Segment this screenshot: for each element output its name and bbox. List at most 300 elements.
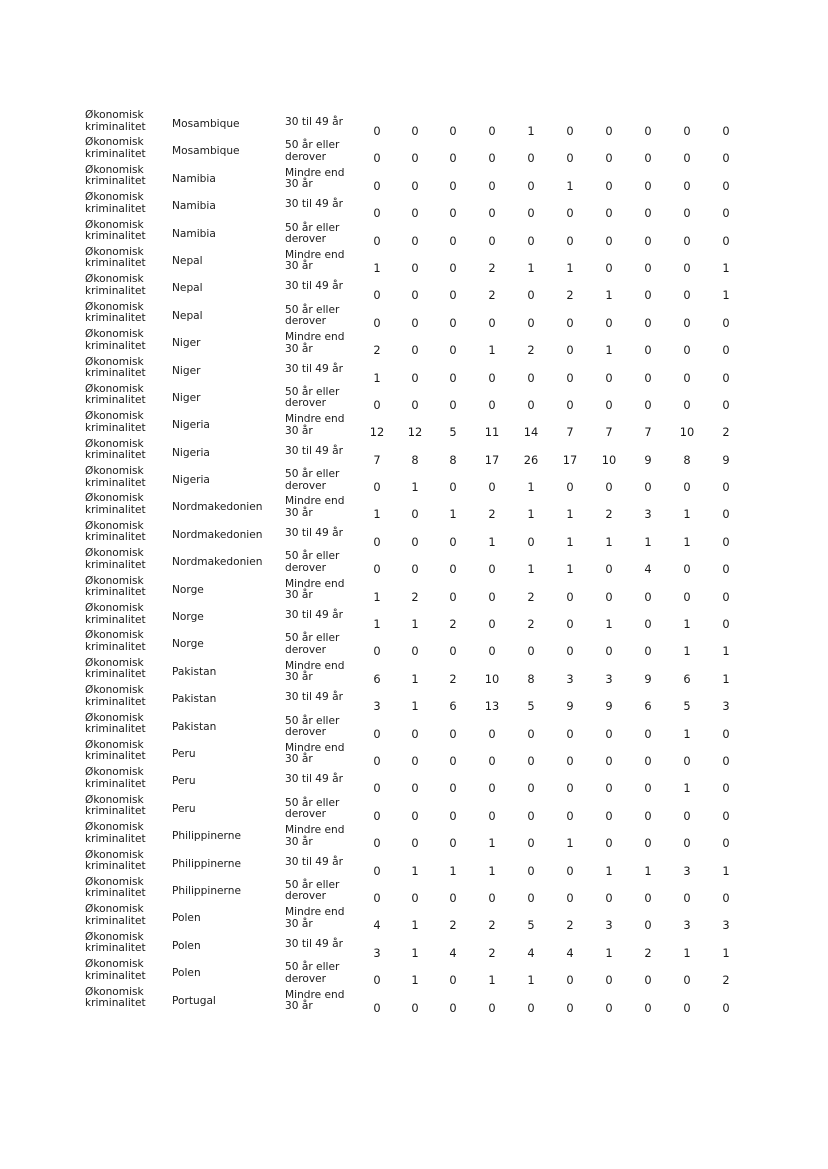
count-value-cell: 0 bbox=[449, 178, 457, 193]
count-value-cell: 0 bbox=[488, 890, 496, 905]
table-row bbox=[85, 658, 765, 685]
table-row bbox=[85, 357, 765, 384]
count-value-cell: 0 bbox=[605, 178, 613, 193]
age-group-text: derover bbox=[285, 972, 326, 985]
count-value-cell: 2 bbox=[373, 343, 381, 358]
count-value-cell: 0 bbox=[373, 124, 381, 138]
table-row bbox=[85, 767, 765, 794]
count-value-cell: 0 bbox=[373, 973, 381, 988]
table-row bbox=[85, 493, 765, 520]
crime-category-text: Økonomisk bbox=[85, 930, 144, 943]
country-cell: Polen bbox=[172, 912, 201, 925]
count-value-cell: 0 bbox=[449, 370, 457, 385]
age-group-text: Mindre end bbox=[285, 166, 345, 179]
count-value-cell: 0 bbox=[373, 781, 381, 796]
crime-category-cell bbox=[85, 658, 165, 681]
age-group-text: Mindre end bbox=[285, 988, 345, 1001]
count-value-cell: 2 bbox=[722, 973, 730, 988]
count-value-cell: 0 bbox=[411, 343, 419, 358]
count-value-cell: 0 bbox=[411, 178, 419, 193]
count-value-cell: 0 bbox=[411, 397, 419, 412]
crime-category-cell bbox=[85, 493, 165, 516]
count-value-cell: 1 bbox=[605, 534, 613, 549]
age-group-cell bbox=[285, 223, 365, 246]
count-value-cell: 0 bbox=[449, 206, 457, 221]
count-value-cell: 2 bbox=[488, 918, 496, 933]
count-value-cell: 1 bbox=[566, 836, 574, 851]
count-value-cell: 3 bbox=[722, 699, 730, 714]
count-value-cell: 0 bbox=[644, 781, 652, 796]
country-cell: Philippinerne bbox=[172, 884, 241, 897]
crime-category-text: Økonomisk bbox=[85, 382, 144, 395]
count-value-cell: 3 bbox=[373, 945, 381, 960]
age-group-text: 30 til 49 år bbox=[285, 526, 343, 539]
crime-category-text: Økonomisk bbox=[85, 985, 144, 998]
count-value-cell: 2 bbox=[488, 288, 496, 303]
count-value-cell: 10 bbox=[679, 425, 695, 440]
crime-category-text: kriminalitet bbox=[85, 147, 146, 160]
count-value-cell: 0 bbox=[411, 151, 419, 166]
count-value-cell: 3 bbox=[644, 507, 652, 522]
age-group-text: 30 til 49 år bbox=[285, 280, 343, 293]
count-value-cell: 0 bbox=[411, 808, 419, 823]
count-value-cell: 0 bbox=[411, 753, 419, 768]
count-value-cell: 0 bbox=[566, 617, 574, 632]
count-value-cell: 0 bbox=[449, 233, 457, 248]
crime-category-text: kriminalitet bbox=[85, 832, 146, 845]
count-value-cell: 0 bbox=[488, 124, 496, 138]
count-value-cell: 2 bbox=[488, 260, 496, 275]
crime-category-text: kriminalitet bbox=[85, 942, 146, 955]
age-group-text: derover bbox=[285, 233, 326, 246]
count-value-cell: 0 bbox=[373, 863, 381, 878]
country-cell: Nigeria bbox=[172, 419, 210, 432]
count-value-cell: 0 bbox=[373, 206, 381, 221]
count-value-cell: 1 bbox=[449, 863, 457, 878]
count-value-cell: 1 bbox=[644, 863, 652, 878]
crime-category-cell bbox=[85, 713, 165, 736]
crime-category-text: kriminalitet bbox=[85, 421, 146, 434]
age-group-text: 50 år eller bbox=[285, 385, 340, 398]
age-group-text: 30 år bbox=[285, 753, 313, 766]
count-value-cell: 0 bbox=[605, 644, 613, 659]
count-value-cell: 9 bbox=[605, 699, 613, 714]
count-value-cell: 12 bbox=[369, 425, 385, 440]
country-cell: Peru bbox=[172, 802, 196, 815]
count-value-cell: 0 bbox=[605, 397, 613, 412]
count-value-cell: 0 bbox=[411, 315, 419, 330]
crime-category-text: kriminalitet bbox=[85, 257, 146, 270]
country-cell: Nordmakedonien bbox=[172, 556, 263, 569]
count-value-cell: 0 bbox=[605, 973, 613, 988]
crime-category-cell bbox=[85, 685, 165, 708]
count-value-cell: 1 bbox=[527, 973, 535, 988]
count-value-cell: 2 bbox=[527, 617, 535, 632]
crime-category-text: Økonomisk bbox=[85, 875, 144, 888]
crime-category-text: kriminalitet bbox=[85, 230, 146, 243]
age-group-text: 50 år eller bbox=[285, 632, 340, 645]
age-group-cell bbox=[285, 857, 365, 869]
count-value-cell: 0 bbox=[488, 315, 496, 330]
crime-category-text: kriminalitet bbox=[85, 723, 146, 736]
count-value-cell: 0 bbox=[644, 589, 652, 604]
age-group-text: Mindre end bbox=[285, 495, 345, 508]
count-value-cell: 0 bbox=[683, 288, 691, 303]
count-value-cell: 0 bbox=[411, 562, 419, 577]
count-value-cell: 0 bbox=[449, 397, 457, 412]
count-value-cell: 0 bbox=[566, 1000, 574, 1015]
count-value-cell: 0 bbox=[605, 753, 613, 768]
crime-category-text: Økonomisk bbox=[85, 355, 144, 368]
count-value-cell: 0 bbox=[449, 644, 457, 659]
count-value-cell: 0 bbox=[683, 233, 691, 248]
count-value-cell: 0 bbox=[566, 644, 574, 659]
crime-category-text: Økonomisk bbox=[85, 711, 144, 724]
count-value-cell: 3 bbox=[605, 671, 613, 686]
age-group-cell bbox=[285, 281, 365, 293]
count-value-cell: 0 bbox=[449, 589, 457, 604]
count-value-cell: 0 bbox=[373, 151, 381, 166]
table-row bbox=[85, 165, 765, 192]
count-value-cell: 0 bbox=[449, 288, 457, 303]
table-row bbox=[85, 987, 765, 1014]
count-value-cell: 0 bbox=[373, 890, 381, 905]
count-value-cell: 2 bbox=[449, 918, 457, 933]
age-group-text: Mindre end bbox=[285, 413, 345, 426]
count-value-cell: 0 bbox=[527, 644, 535, 659]
crime-category-text: kriminalitet bbox=[85, 586, 146, 599]
count-value-cell: 0 bbox=[644, 644, 652, 659]
table-row bbox=[85, 603, 765, 630]
count-value-cell: 0 bbox=[683, 562, 691, 577]
count-value-cell: 0 bbox=[566, 589, 574, 604]
count-value-cell: 0 bbox=[527, 726, 535, 741]
age-group-cell bbox=[285, 692, 365, 704]
count-value-cell: 4 bbox=[373, 918, 381, 933]
count-value-cell: 0 bbox=[373, 397, 381, 412]
count-value-cell: 1 bbox=[605, 343, 613, 358]
age-group-cell bbox=[285, 990, 365, 1013]
count-value-cell: 0 bbox=[411, 507, 419, 522]
count-value-cell: 0 bbox=[566, 124, 574, 138]
table-row bbox=[85, 713, 765, 740]
table-row bbox=[85, 384, 765, 411]
age-group-cell bbox=[285, 633, 365, 656]
count-value-cell: 10 bbox=[484, 671, 500, 686]
crime-category-text: Økonomisk bbox=[85, 903, 144, 916]
count-value-cell: 1 bbox=[411, 699, 419, 714]
count-value-cell: 1 bbox=[683, 534, 691, 549]
age-group-cell bbox=[285, 496, 365, 519]
count-value-cell: 0 bbox=[411, 781, 419, 796]
count-value-cell: 0 bbox=[488, 151, 496, 166]
table-row bbox=[85, 850, 765, 877]
age-group-text: 30 til 49 år bbox=[285, 773, 343, 786]
count-value-cell: 8 bbox=[449, 452, 457, 467]
crime-category-cell bbox=[85, 877, 165, 900]
age-group-text: 50 år eller bbox=[285, 796, 340, 809]
country-cell: Pakistan bbox=[172, 720, 217, 733]
count-value-cell: 0 bbox=[411, 1000, 419, 1015]
country-cell: Peru bbox=[172, 775, 196, 788]
count-value-cell: 0 bbox=[566, 206, 574, 221]
count-value-cell: 0 bbox=[644, 288, 652, 303]
count-value-cell: 1 bbox=[527, 480, 535, 495]
count-value-cell: 2 bbox=[722, 425, 730, 440]
crime-category-text: kriminalitet bbox=[85, 284, 146, 297]
crime-category-text: kriminalitet bbox=[85, 312, 146, 325]
count-value-cell: 0 bbox=[605, 233, 613, 248]
count-value-cell: 0 bbox=[449, 315, 457, 330]
crime-category-text: Økonomisk bbox=[85, 109, 144, 121]
count-value-cell: 0 bbox=[449, 480, 457, 495]
age-group-cell bbox=[285, 446, 365, 458]
count-value-cell: 0 bbox=[488, 726, 496, 741]
age-group-text: Mindre end bbox=[285, 577, 345, 590]
count-value-cell: 1 bbox=[488, 343, 496, 358]
age-group-cell bbox=[285, 579, 365, 602]
count-value-cell: 0 bbox=[722, 370, 730, 385]
count-value-cell: 0 bbox=[566, 753, 574, 768]
country-cell: Mosambique bbox=[172, 118, 240, 130]
count-value-cell: 0 bbox=[722, 507, 730, 522]
crime-category-text: kriminalitet bbox=[85, 202, 146, 215]
crime-category-cell bbox=[85, 850, 165, 873]
crime-category-text: Økonomisk bbox=[85, 848, 144, 861]
crime-category-cell bbox=[85, 329, 165, 352]
count-value-cell: 0 bbox=[683, 808, 691, 823]
count-value-cell: 0 bbox=[644, 233, 652, 248]
count-value-cell: 5 bbox=[449, 425, 457, 440]
age-group-cell bbox=[285, 168, 365, 191]
table-row bbox=[85, 247, 765, 274]
age-group-text: 50 år eller bbox=[285, 303, 340, 316]
count-value-cell: 1 bbox=[373, 589, 381, 604]
count-value-cell: 0 bbox=[411, 233, 419, 248]
crime-category-text: Økonomisk bbox=[85, 547, 144, 560]
count-value-cell: 1 bbox=[566, 507, 574, 522]
count-value-cell: 0 bbox=[644, 836, 652, 851]
count-value-cell: 0 bbox=[527, 288, 535, 303]
country-cell: Nigeria bbox=[172, 474, 210, 487]
age-group-cell bbox=[285, 414, 365, 437]
count-value-cell: 0 bbox=[488, 206, 496, 221]
crime-category-text: Økonomisk bbox=[85, 958, 144, 971]
age-group-text: derover bbox=[285, 150, 326, 163]
crime-category-text: Økonomisk bbox=[85, 492, 144, 505]
crime-category-cell bbox=[85, 220, 165, 243]
count-value-cell: 0 bbox=[373, 562, 381, 577]
age-group-text: Mindre end bbox=[285, 741, 345, 754]
count-value-cell: 0 bbox=[411, 534, 419, 549]
table-row bbox=[85, 220, 765, 247]
table-row bbox=[85, 576, 765, 603]
count-value-cell: 7 bbox=[373, 452, 381, 467]
age-group-text: 30 til 49 år bbox=[285, 691, 343, 704]
age-group-cell bbox=[285, 387, 365, 410]
count-value-cell: 0 bbox=[722, 890, 730, 905]
count-value-cell: 0 bbox=[411, 644, 419, 659]
count-value-cell: 0 bbox=[488, 233, 496, 248]
count-value-cell: 1 bbox=[411, 918, 419, 933]
crime-category-text: Økonomisk bbox=[85, 410, 144, 423]
count-value-cell: 0 bbox=[527, 315, 535, 330]
count-value-cell: 0 bbox=[411, 836, 419, 851]
country-cell: Nepal bbox=[172, 254, 203, 267]
count-value-cell: 0 bbox=[605, 836, 613, 851]
count-value-cell: 2 bbox=[411, 589, 419, 604]
count-value-cell: 0 bbox=[683, 260, 691, 275]
age-group-cell bbox=[285, 199, 365, 211]
count-value-cell: 0 bbox=[411, 890, 419, 905]
count-value-cell: 0 bbox=[411, 370, 419, 385]
crime-category-text: kriminalitet bbox=[85, 887, 146, 900]
crime-category-text: Økonomisk bbox=[85, 793, 144, 806]
count-value-cell: 0 bbox=[722, 480, 730, 495]
count-value-cell: 2 bbox=[605, 507, 613, 522]
age-group-cell bbox=[285, 610, 365, 622]
age-group-text: 30 år bbox=[285, 506, 313, 519]
count-value-cell: 0 bbox=[644, 1000, 652, 1015]
count-value-cell: 0 bbox=[449, 124, 457, 138]
count-value-cell: 5 bbox=[527, 699, 535, 714]
count-value-cell: 1 bbox=[722, 260, 730, 275]
count-value-cell: 4 bbox=[449, 945, 457, 960]
count-value-cell: 0 bbox=[644, 397, 652, 412]
age-group-text: 50 år eller bbox=[285, 139, 340, 152]
count-value-cell: 0 bbox=[683, 589, 691, 604]
count-value-cell: 0 bbox=[722, 808, 730, 823]
table-row bbox=[85, 630, 765, 657]
count-value-cell: 0 bbox=[644, 124, 652, 138]
crime-category-text: Økonomisk bbox=[85, 738, 144, 751]
crime-category-cell bbox=[85, 439, 165, 462]
table-row bbox=[85, 302, 765, 329]
count-value-cell: 0 bbox=[449, 808, 457, 823]
table-row bbox=[85, 439, 765, 466]
count-value-cell: 2 bbox=[566, 288, 574, 303]
table-row bbox=[85, 877, 765, 904]
age-group-cell bbox=[285, 551, 365, 574]
age-group-cell bbox=[285, 364, 365, 376]
count-value-cell: 1 bbox=[373, 370, 381, 385]
count-value-cell: 1 bbox=[722, 644, 730, 659]
crime-category-cell bbox=[85, 192, 165, 215]
count-value-cell: 1 bbox=[488, 863, 496, 878]
count-value-cell: 0 bbox=[605, 151, 613, 166]
count-value-cell: 1 bbox=[449, 507, 457, 522]
age-group-text: 30 år bbox=[285, 835, 313, 848]
age-group-text: 50 år eller bbox=[285, 714, 340, 727]
count-value-cell: 0 bbox=[644, 753, 652, 768]
age-group-text: derover bbox=[285, 726, 326, 739]
count-value-cell: 1 bbox=[683, 617, 691, 632]
age-group-text: Mindre end bbox=[285, 659, 345, 672]
count-value-cell: 3 bbox=[683, 863, 691, 878]
count-value-cell: 0 bbox=[605, 480, 613, 495]
crime-category-text: kriminalitet bbox=[85, 640, 146, 653]
count-value-cell: 8 bbox=[527, 671, 535, 686]
count-value-cell: 0 bbox=[722, 617, 730, 632]
age-group-cell bbox=[285, 774, 365, 786]
age-group-cell bbox=[285, 743, 365, 766]
count-value-cell: 3 bbox=[373, 699, 381, 714]
count-value-cell: 0 bbox=[566, 397, 574, 412]
crime-category-cell bbox=[85, 959, 165, 982]
count-value-cell: 9 bbox=[644, 671, 652, 686]
count-value-cell: 0 bbox=[566, 726, 574, 741]
crime-category-text: Økonomisk bbox=[85, 273, 144, 286]
crime-category-text: Økonomisk bbox=[85, 136, 144, 149]
count-value-cell: 0 bbox=[449, 890, 457, 905]
count-value-cell: 0 bbox=[605, 260, 613, 275]
crime-category-cell bbox=[85, 740, 165, 763]
count-value-cell: 0 bbox=[644, 808, 652, 823]
table-row bbox=[85, 959, 765, 986]
count-value-cell: 0 bbox=[644, 343, 652, 358]
age-group-cell bbox=[285, 250, 365, 273]
age-group-text: 50 år eller bbox=[285, 878, 340, 891]
count-value-cell: 0 bbox=[722, 206, 730, 221]
count-value-cell: 7 bbox=[644, 425, 652, 440]
crime-category-text: kriminalitet bbox=[85, 750, 146, 763]
crime-category-text: kriminalitet bbox=[85, 777, 146, 790]
count-value-cell: 0 bbox=[683, 890, 691, 905]
count-value-cell: 0 bbox=[373, 1000, 381, 1015]
count-value-cell: 0 bbox=[566, 808, 574, 823]
count-value-cell: 11 bbox=[484, 425, 500, 440]
country-cell: Portugal bbox=[172, 994, 216, 1007]
age-group-text: derover bbox=[285, 890, 326, 903]
count-value-cell: 0 bbox=[488, 562, 496, 577]
crime-category-cell bbox=[85, 576, 165, 599]
age-group-text: 30 til 49 år bbox=[285, 609, 343, 622]
count-value-cell: 0 bbox=[373, 726, 381, 741]
crime-category-cell bbox=[85, 165, 165, 188]
crime-category-text: kriminalitet bbox=[85, 860, 146, 873]
age-group-cell bbox=[285, 661, 365, 684]
count-value-cell: 2 bbox=[488, 507, 496, 522]
count-value-cell: 1 bbox=[411, 945, 419, 960]
country-cell: Nordmakedonien bbox=[172, 528, 263, 541]
crime-category-cell bbox=[85, 822, 165, 845]
country-cell: Philippinerne bbox=[172, 830, 241, 843]
count-value-cell: 0 bbox=[411, 206, 419, 221]
count-value-cell: 0 bbox=[644, 726, 652, 741]
crime-category-text: Økonomisk bbox=[85, 656, 144, 669]
count-value-cell: 1 bbox=[411, 863, 419, 878]
age-group-cell bbox=[285, 332, 365, 355]
crime-category-cell bbox=[85, 767, 165, 790]
age-group-text: 30 år bbox=[285, 671, 313, 684]
age-group-text: 30 år bbox=[285, 260, 313, 273]
count-value-cell: 1 bbox=[566, 534, 574, 549]
statistics-table bbox=[85, 110, 765, 1014]
crime-category-text: Økonomisk bbox=[85, 574, 144, 587]
crime-category-text: kriminalitet bbox=[85, 175, 146, 188]
table-row bbox=[85, 932, 765, 959]
country-cell: Philippinerne bbox=[172, 857, 241, 870]
count-value-cell: 0 bbox=[373, 233, 381, 248]
age-group-text: derover bbox=[285, 479, 326, 492]
count-value-cell: 1 bbox=[683, 507, 691, 522]
count-value-cell: 0 bbox=[527, 233, 535, 248]
count-value-cell: 1 bbox=[527, 260, 535, 275]
count-value-cell: 0 bbox=[722, 534, 730, 549]
table-row bbox=[85, 685, 765, 712]
count-value-cell: 2 bbox=[527, 589, 535, 604]
count-value-cell: 0 bbox=[373, 480, 381, 495]
